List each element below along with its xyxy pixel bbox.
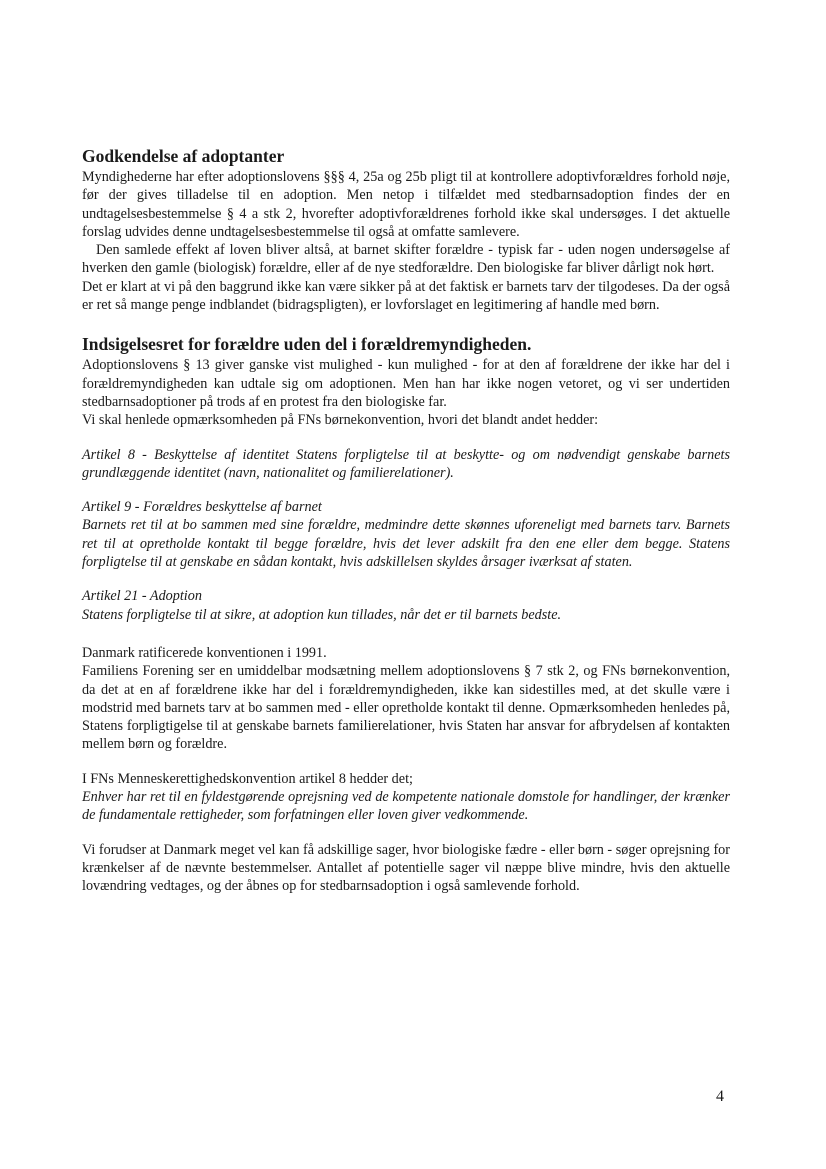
document-page [82, 146, 730, 896]
article-21-title: Artikel 21 - Adoption [82, 588, 202, 605]
section-heading-objection: Indsigelsesret for forældre uden del i forældremyndigheden. [82, 334, 532, 355]
paragraph: Det er klart at vi på den baggrund ikke kan være sikker på at det faktisk er barnets tarv der tilgodeses. Da der også er ret så mange penge indblandet (bidragspligten), er lovforslaget en legitimering af handle med børn. [82, 278, 730, 314]
paragraph: Familiens Forening ser en umiddelbar modsætning mellem adoptionslovens § 7 stk 2, og FNs børnekonvention, da det at en af forældrene ikke har del i forældremyndigheden, ikke kan sidestilles med, at det skulle være i modstrid med barnets tarv at bo sammen med - eller opretholde kontakt til denne. Opmærksomheden henledes på, Statens forpligtigelse til at genskabe barnets familierelationer, hvis Staten har ansvar for afbrydelsen af kontakten mellem børn og forældre. [82, 663, 730, 753]
section-heading-approval: Godkendelse af adoptanter [82, 146, 285, 166]
page-number: 4 [716, 1088, 724, 1105]
paragraph: Myndighederne har efter adoptionslovens §§§ 4, 25a og 25b pligt til at kontrollere adoptivforældres forhold nøje, før der gives tilladelse til en adoption. Men netop i tilfældet med stedbarnsadoption findes der en undtagelsesbestemmelse § 4 a stk 2, hvorefter adoptivforældrenes forhold ikke skal undersøges. I det aktuelle forslag udvides denne undtagelsesbestemmelse til også at omfatte samlevere. [82, 169, 730, 240]
article-8-quote: Artikel 8 - Beskyttelse af identitet Statens forpligtelse til at beskytte- og om nødvendigt genskabe barnets grundlæggende identitet (navn, nationalitet og familierelationer). [82, 446, 730, 481]
human-rights-quote: Enhver har ret til en fyldestgørende oprejsning ved de kompetente nationale domstole for handlinger, der krænker de fundamentale rettigheder, som forfatningen eller loven giver vedkommende. [82, 789, 730, 824]
paragraph: Adoptionslovens § 13 giver ganske vist mulighed - kun mulighed - for at den af forældrene der ikke har del i forældremyndigheden kan udtale sig om adoptionen. Men han har ikke nogen vetoret, og vi ser undertiden stedbarnsadoptioner på trods af en protest fra den biologiske far. [82, 357, 730, 410]
paragraph: Danmark ratificerede konventionen i 1991. [82, 644, 327, 661]
article-21-body: Statens forpligtelse til at sikre, at adoption kun tillades, når det er til barnets bedste. [82, 606, 562, 623]
paragraph: I FNs Menneskerettighedskonvention artikel 8 hedder det; [82, 770, 413, 787]
article-9-title: Artikel 9 - Forældres beskyttelse af barnet [82, 499, 322, 516]
paragraph: Den samlede effekt af loven bliver altså, at barnet skifter forældre - typisk far - uden nogen undersøgelse af hverken den gamle (biologisk) forældre, eller af de nye stedforældre. Den biologiske far bliver dårligt nok hørt. [82, 242, 730, 277]
article-9-body: Barnets ret til at bo sammen med sine forældre, medmindre dette skønnes uforeneligt med barnets tarv. Barnets ret til at opretholde kontakt til begge forældre, hvis det lever adskilt fra den ene eller dem begge. Statens forpligtelse til at genskabe en sådan kontakt, hvis adskillelsen skyldes årsager iværksat af staten. [82, 517, 730, 571]
paragraph: Vi forudser at Danmark meget vel kan få adskillige sager, hvor biologiske fædre - eller børn - søger oprejsning for krænkelser af de nævnte bestemmelser. Antallet af potentielle sager vil næppe blive mindre, hvis den aktuelle lovændring vedtages, og der åbnes op for stedbarnsadoption i også samlevende forhold. [82, 841, 730, 895]
paragraph: Vi skal henlede opmærksomheden på FNs børnekonvention, hvori det blandt andet hedder: [82, 412, 599, 429]
